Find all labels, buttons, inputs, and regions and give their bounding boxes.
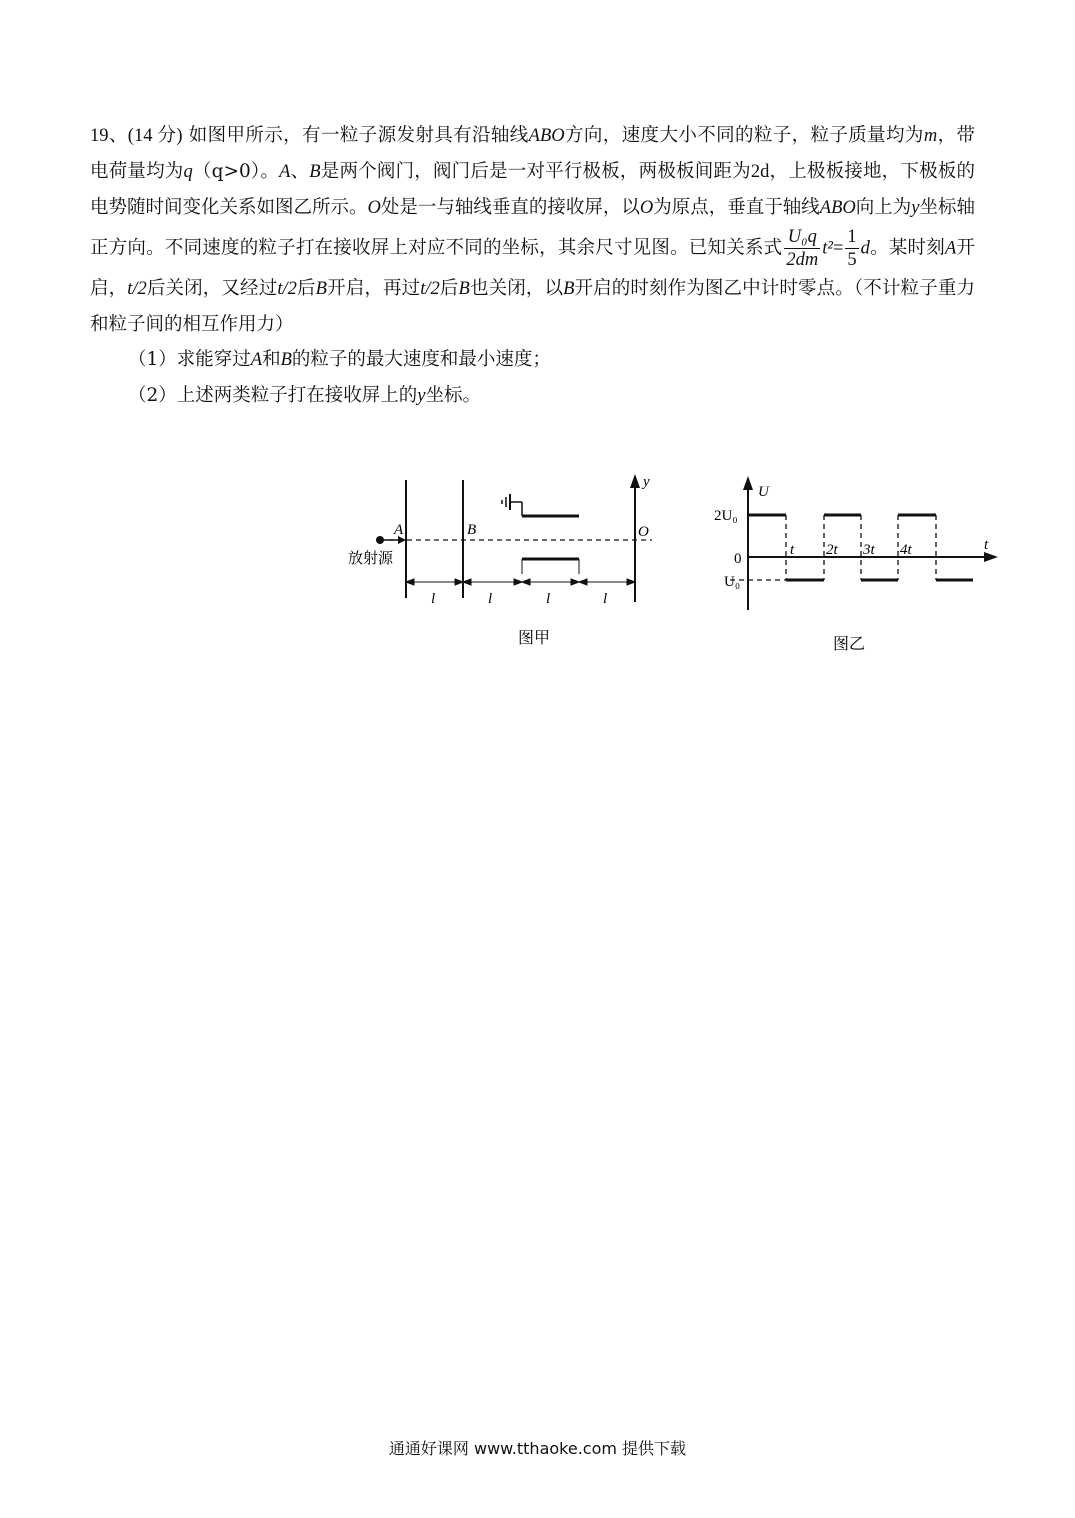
symbol-B: B: [315, 279, 327, 299]
symbol-half-t: t/2: [277, 279, 297, 299]
problem-text: [90, 118, 975, 414]
text-segment: 后: [439, 278, 459, 299]
text-segment: 是两个阀门，阀门后是一对平行极板，两极板间距为: [320, 161, 751, 182]
text-segment: 为原点，垂直于轴线: [653, 197, 820, 218]
symbol-B: B: [563, 279, 575, 299]
symbol-half-t: t/2: [420, 279, 440, 299]
problem-score: (14 分): [127, 126, 183, 146]
label-t-axis: t: [984, 537, 989, 553]
symbol-A: A: [944, 238, 957, 259]
symbol-B: B: [280, 350, 292, 370]
x-tick-2t: 2t: [826, 542, 838, 558]
text-segment: 向上为: [855, 197, 912, 218]
text-segment: （2）上述两类粒子打在接收屏上的: [128, 385, 418, 406]
text-segment: ，上极板接地，下极板的电势随时间变化关系如图乙所示。: [90, 161, 975, 218]
text-segment: （1）求能穿过: [128, 349, 251, 370]
length-label-2: l: [488, 591, 493, 607]
formula-t-squared: t²: [822, 238, 833, 259]
label-A: A: [394, 522, 404, 538]
y-tick-0: 0: [734, 551, 742, 567]
y-tick-2U0: 2U₀: [714, 508, 738, 524]
figure-b: [700, 470, 1010, 660]
formula-denominator-2: 5: [847, 250, 857, 270]
text-segment: 也关闭，以: [469, 278, 564, 299]
x-tick-4t: 4t: [900, 542, 912, 558]
y-tick-U0: U₀: [724, 574, 741, 590]
figure-a-caption: 图甲: [518, 630, 551, 647]
text-segment: 后关闭，又经过: [146, 278, 278, 299]
formula-fraction-2: [845, 226, 858, 271]
u-axis-arrow-icon: [743, 476, 753, 490]
text-segment: 开启，: [90, 237, 975, 299]
label-O: O: [638, 524, 649, 540]
length-label-3: l: [546, 591, 551, 607]
dimension-line: [406, 579, 635, 585]
formula-equals: =: [832, 238, 844, 259]
symbol-y: y: [911, 198, 920, 218]
text-segment: 坐标轴正方向。不同速度的粒子打在接收屏上对应不同的坐标，其余尺寸见图。已知关系式: [90, 197, 976, 259]
symbol-half-t: t/2: [127, 279, 147, 299]
text-segment: 方向，速度大小不同的粒子，粒子质量均为: [564, 125, 924, 146]
text-segment: （q>0）。: [192, 161, 280, 182]
length-label-1: l: [431, 591, 436, 607]
footer-text: 通通好课网 www.tthaoke.com 提供下载: [388, 1439, 687, 1458]
problem-number: 19、: [90, 126, 128, 146]
y-arrow-icon: [630, 474, 640, 488]
label-B: B: [467, 522, 477, 538]
figure-a: [330, 470, 670, 660]
text-segment: 如图甲所示，有一粒子源发射具有沿轴线: [188, 125, 529, 146]
x-tick-3t: 3t: [863, 542, 875, 558]
formula-denominator: 2dm: [786, 250, 819, 270]
t-axis-arrow-icon: [984, 552, 998, 562]
symbol-ABO: ABO: [819, 198, 856, 218]
figure-b-caption: 图乙: [833, 636, 866, 653]
problem-paragraph: [90, 118, 975, 342]
length-label-4: l: [603, 591, 608, 607]
question-1: [90, 342, 975, 378]
voltage-waveform: [730, 515, 973, 580]
text-segment: 处是一与轴线垂直的接收屏，以: [380, 197, 640, 218]
ground-icon: [502, 494, 510, 510]
question-2: [90, 378, 975, 414]
formula-numerator: U₀q: [784, 226, 820, 249]
text-segment: 、: [290, 161, 310, 182]
symbol-O: O: [367, 198, 381, 218]
text-segment: 开启的时刻作为图乙中计时零点。（不计粒子重力和粒子间的相互作用力）: [90, 278, 975, 335]
symbol-2d: 2d: [750, 162, 770, 182]
formula-d: d: [860, 238, 870, 259]
formula-numerator-2: 1: [847, 227, 857, 247]
source-label: 放射源: [348, 551, 394, 567]
symbol-B: B: [458, 279, 470, 299]
x-tick-t: t: [790, 542, 795, 558]
symbol-A: A: [279, 162, 291, 182]
text-segment: 。某时刻: [869, 237, 945, 259]
symbol-ABO: ABO: [528, 126, 565, 146]
label-U: U: [758, 484, 769, 500]
formula-fraction: [784, 226, 820, 271]
symbol-y: y: [417, 386, 426, 406]
symbol-A: A: [250, 350, 263, 370]
text-segment: 坐标。: [425, 385, 482, 406]
text-segment: ，带电荷量均为: [90, 125, 975, 182]
text-segment: 的粒子的最大速度和最小速度；: [291, 349, 551, 370]
text-segment: 和: [262, 349, 281, 370]
symbol-O: O: [639, 198, 654, 218]
text-segment: 开启，再过: [326, 278, 421, 299]
label-y: y: [643, 474, 650, 490]
text-segment: 后: [296, 278, 316, 299]
symbol-m: m: [923, 126, 938, 146]
symbol-q: q: [183, 162, 193, 182]
symbol-B: B: [309, 162, 321, 182]
